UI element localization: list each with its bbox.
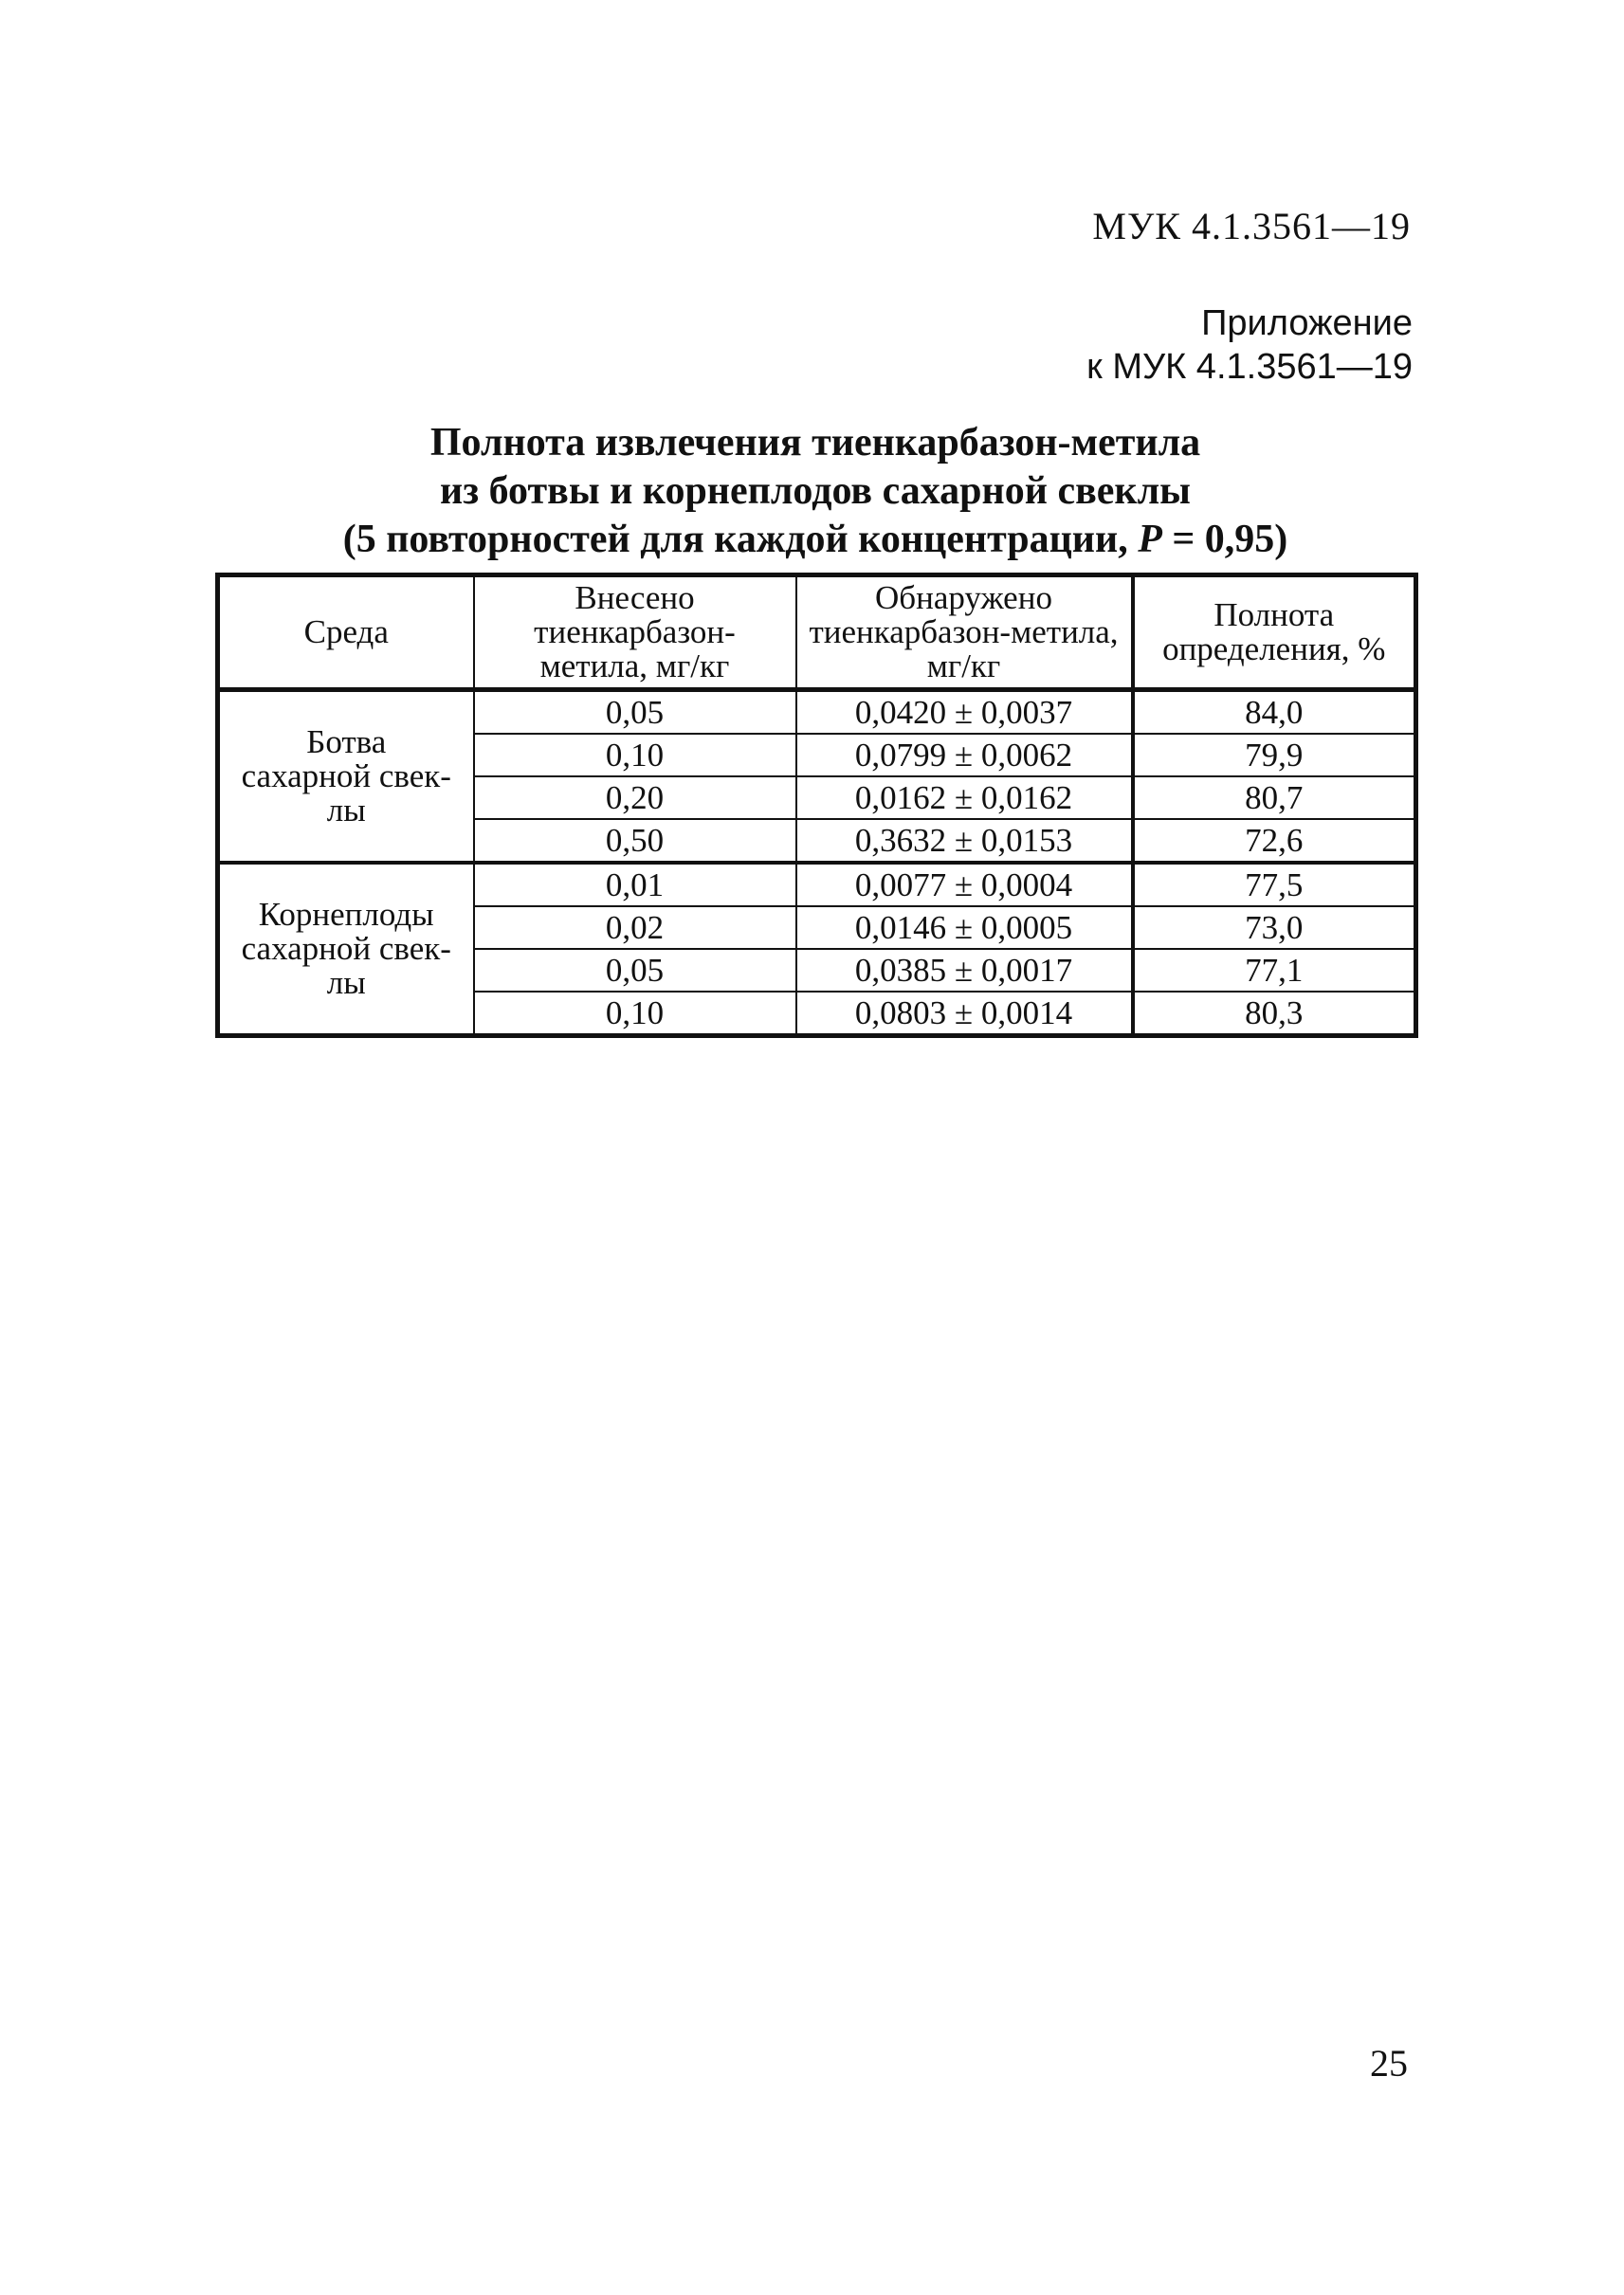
table-header-row [218, 575, 1416, 690]
recovery-cell: 84,0 [1133, 690, 1416, 735]
medium-line: сахарной свек- [241, 930, 451, 967]
medium-cell [218, 690, 474, 864]
medium-line: Корнеплоды [258, 896, 434, 933]
title-line-2: из ботвы и корнеплодов сахарной свеклы [440, 469, 1191, 513]
document-code: МУК 4.1.3561—19 [1092, 205, 1411, 247]
header-line: определения, % [1162, 630, 1386, 667]
appendix-label [1086, 301, 1413, 389]
found-cell: 0,0420 ± 0,0037 [796, 690, 1133, 735]
table-row [218, 690, 1416, 735]
recovery-cell: 77,5 [1133, 863, 1416, 906]
recovery-cell: 79,9 [1133, 734, 1416, 776]
found-cell: 0,0077 ± 0,0004 [796, 863, 1133, 906]
added-cell: 0,05 [474, 690, 796, 735]
found-cell: 0,0146 ± 0,0005 [796, 906, 1133, 949]
medium-cell [218, 863, 474, 1036]
header-line: тиенкарбазон- [534, 613, 736, 650]
recovery-cell: 77,1 [1133, 949, 1416, 992]
medium-line: лы [326, 964, 366, 1001]
recovery-table [215, 573, 1418, 1038]
header-line: метила, мг/кг [539, 647, 730, 684]
added-cell: 0,50 [474, 819, 796, 863]
found-cell: 0,0162 ± 0,0162 [796, 776, 1133, 819]
header-line: Среда [303, 613, 389, 650]
header-line: Внесено [575, 579, 695, 616]
added-cell: 0,20 [474, 776, 796, 819]
table-row [218, 863, 1416, 906]
added-cell: 0,10 [474, 734, 796, 776]
header-medium [218, 575, 474, 690]
medium-line: сахарной свек- [241, 757, 451, 794]
recovery-cell: 72,6 [1133, 819, 1416, 863]
found-cell: 0,0799 ± 0,0062 [796, 734, 1133, 776]
header-line: мг/кг [926, 647, 1001, 684]
recovery-cell: 73,0 [1133, 906, 1416, 949]
found-cell: 0,3632 ± 0,0153 [796, 819, 1133, 863]
header-line: Обнаружено [875, 579, 1052, 616]
title-line-3-suffix: = 0,95) [1161, 518, 1288, 561]
header-found [796, 575, 1133, 690]
medium-line: Ботва [306, 723, 387, 760]
added-cell: 0,10 [474, 992, 796, 1036]
table-title [218, 419, 1413, 564]
appendix-reference: к МУК 4.1.3561—19 [1086, 347, 1413, 387]
appendix-title: Приложение [1201, 303, 1413, 343]
found-cell: 0,0385 ± 0,0017 [796, 949, 1133, 992]
added-cell: 0,05 [474, 949, 796, 992]
header-line: Полнота [1213, 596, 1335, 633]
recovery-cell: 80,3 [1133, 992, 1416, 1036]
title-probability-symbol: P [1138, 518, 1162, 561]
added-cell: 0,01 [474, 863, 796, 906]
recovery-cell: 80,7 [1133, 776, 1416, 819]
found-cell: 0,0803 ± 0,0014 [796, 992, 1133, 1036]
header-line: тиенкарбазон-метила, [809, 613, 1119, 650]
medium-line: лы [326, 792, 366, 829]
title-line-3 [218, 516, 1413, 564]
header-added [474, 575, 796, 690]
title-line-1: Полнота извлечения тиенкарбазон-метила [429, 421, 1201, 464]
title-line-3-prefix: (5 повторностей для каждой концентрации, [342, 518, 1139, 561]
page-number: 25 [1370, 2042, 1408, 2085]
added-cell: 0,02 [474, 906, 796, 949]
header-recovery [1133, 575, 1416, 690]
